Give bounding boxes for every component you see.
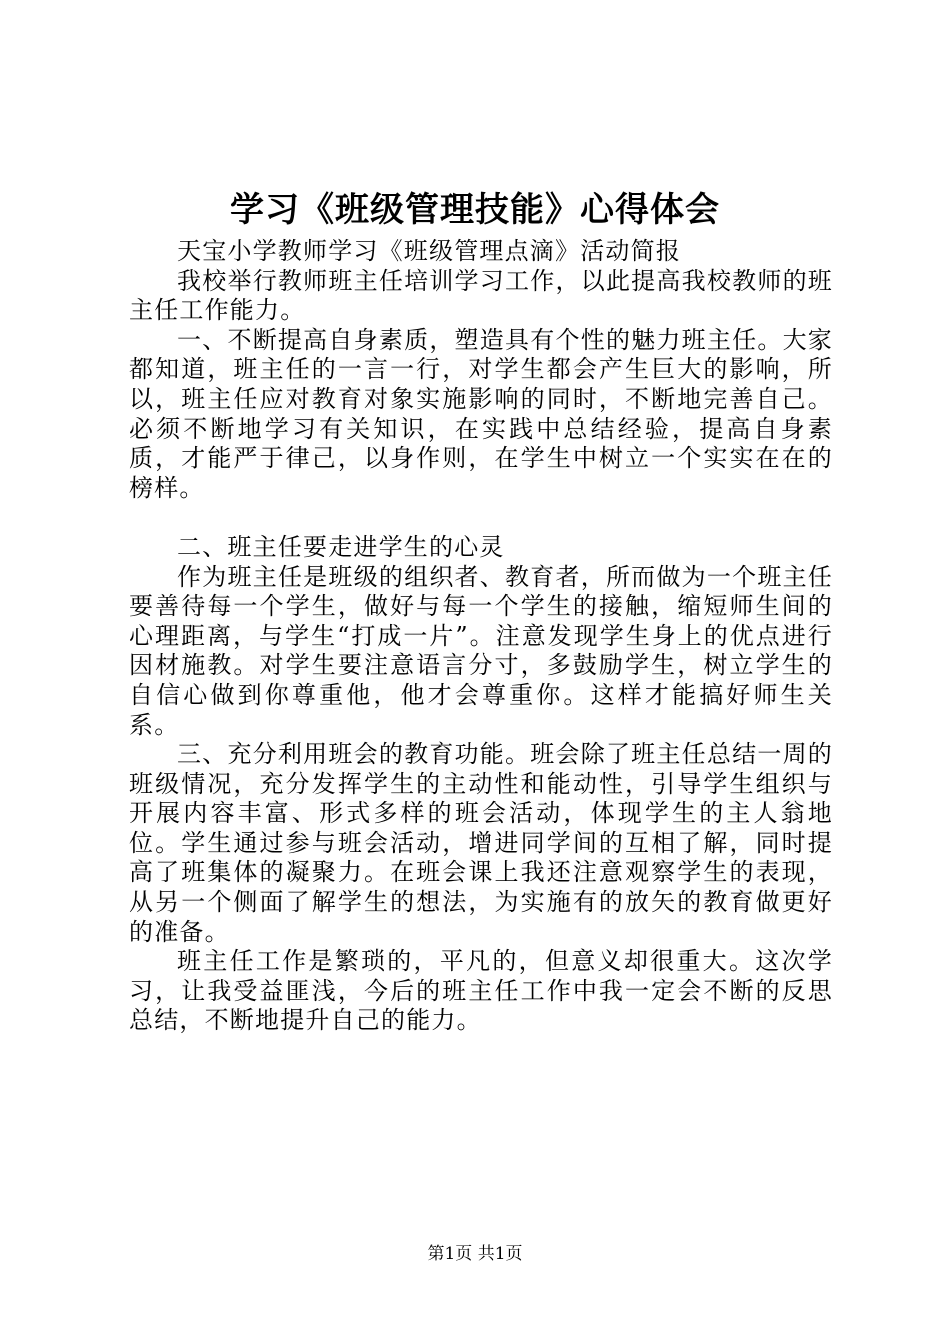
section-two-paragraph: 作为班主任是班级的组织者、教育者，所而做为一个班主任要善待每一个学生，做好与每一个学生的接触，缩短师生间的心理距离，与学生“打成一片”。注意发现学生身上的优点进行因材施教。对学生要注意语言分寸，多鼓励学生，树立学生的自信心做到你尊重他，他才会尊重你。这样才能搞好师生关系。 (129, 562, 833, 739)
conclusion-paragraph: 班主任工作是繁琐的，平凡的，但意义却很重大。这次学习，让我受益匪浅，今后的班主任工作中我一定会不断的反思总结，不断地提升自己的能力。 (129, 947, 833, 1035)
document-title: 学习《班级管理技能》心得体会 (230, 190, 720, 230)
section-three-paragraph: 三、充分利用班会的教育功能。班会除了班主任总结一周的班级情况，充分发挥学生的主动性和能动性，引导学生组织与开展内容丰富、形式多样的班会活动，体现学生的主人翁地位。学生通过参与班会活动，增进同学间的互相了解，同时提高了班集体的凝聚力。在班会课上我还注意观察学生的表现，从另一个侧面了解学生的想法，为实施有的放矢的教育做更好的准备。 (129, 740, 833, 946)
page-footer: 第1页 共1页 (427, 1244, 523, 1264)
section-one-paragraph: 一、不断提高自身素质，塑造具有个性的魅力班主任。大家都知道，班主任的一言一行，对学生都会产生巨大的影响，所以，班主任应对教育对象实施影响的同时，不断地完善自己。必须不断地学习有关知识，在实践中总结经验，提高自身素质，才能严于律己，以身作则，在学生中树立一个实实在在的榜样。 (129, 325, 833, 502)
subtitle-paragraph: 天宝小学教师学习《班级管理点滴》活动简报 (177, 237, 681, 265)
intro-paragraph: 我校举行教师班主任培训学习工作，以此提高我校教师的班主任工作能力。 (129, 266, 833, 325)
document-body (129, 237, 833, 1036)
section-two-heading: 二、班主任要走进学生的心灵 (177, 532, 505, 561)
